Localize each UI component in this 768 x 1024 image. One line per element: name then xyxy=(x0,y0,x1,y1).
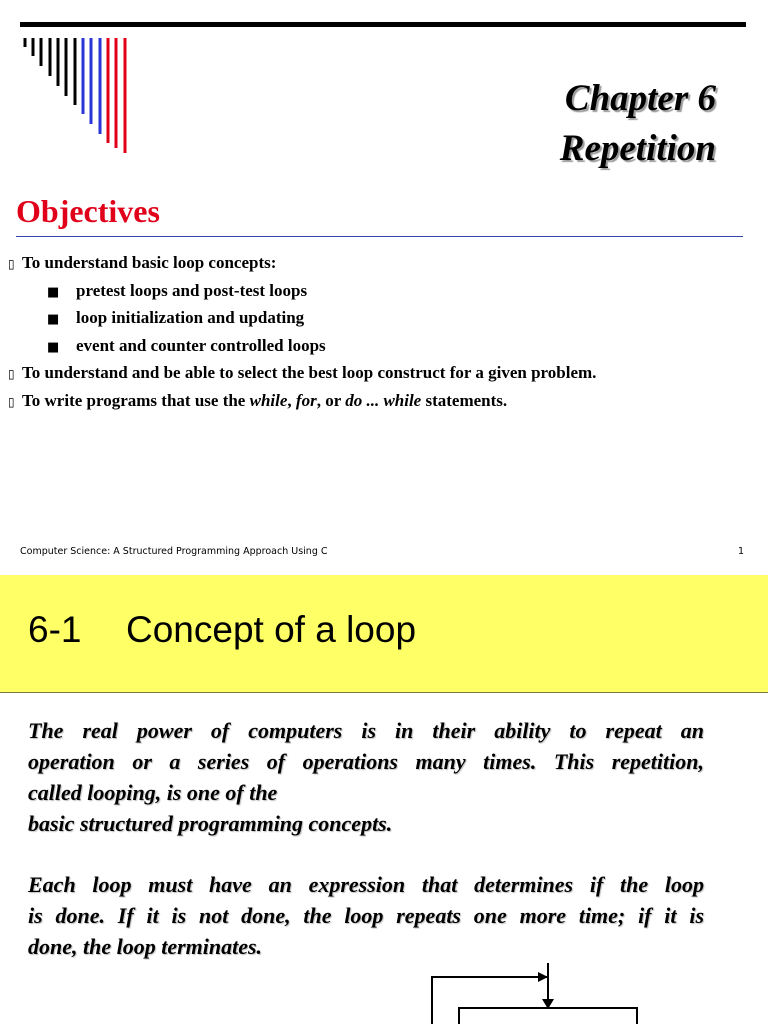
objectives-heading: Objectives xyxy=(16,193,160,229)
objective-item xyxy=(8,388,758,416)
section-number: 6-1 xyxy=(28,609,82,650)
keyword-do-while: do ... while xyxy=(345,390,422,410)
objective-text: To understand and be able to select the best loop construct for a given problem. xyxy=(22,363,597,382)
separator: , xyxy=(287,390,296,410)
objective-text: statements. xyxy=(421,390,508,410)
sub-objective-item xyxy=(8,333,758,361)
chapter-title xyxy=(560,74,716,174)
objectives-rule xyxy=(16,236,743,237)
paragraph-line: The real power of computers is in their ability to repeat an xyxy=(28,718,704,743)
objective-item xyxy=(8,360,758,388)
objectives-list xyxy=(8,250,758,415)
flow-process-box xyxy=(459,1008,637,1024)
objective-text: To write programs that use the xyxy=(22,390,250,410)
loop-flowchart xyxy=(0,575,768,1024)
flow-arrow-icon xyxy=(538,972,548,982)
chapter-title-line: Chapter 6 xyxy=(564,78,716,119)
sub-objective-text: event and counter controlled loops xyxy=(76,335,326,355)
keyword-while: while xyxy=(249,390,288,410)
keyword-for: for xyxy=(295,390,317,410)
flow-return-line xyxy=(432,977,548,1024)
paragraph-line: done, the loop terminates. xyxy=(28,934,263,959)
footer-page-number: 1 xyxy=(737,546,744,557)
chapter-subtitle-line: Repetition xyxy=(559,128,716,169)
separator: , or xyxy=(316,390,346,410)
objective-item xyxy=(8,250,758,278)
sub-objective-text: loop initialization and updating xyxy=(76,308,305,327)
slide-2 xyxy=(0,575,768,1024)
paragraph-line: operation or a series of operations many times. This repetition, xyxy=(28,749,704,774)
paragraph-line: is done. If it is not done, the loop repeats one more time; if it is xyxy=(28,903,704,928)
decorative-bars-icon xyxy=(0,0,140,160)
sub-objective-item xyxy=(8,305,758,333)
square-bullet-icon: ■ xyxy=(47,312,60,327)
sub-objective-item xyxy=(8,278,758,306)
paragraph-line: basic structured programming concepts. xyxy=(28,811,393,836)
footer-book-title: Computer Science: A Structured Programming Approach Using C xyxy=(20,546,328,557)
bullet-icon: ▯ xyxy=(8,394,15,409)
objective-text: To understand basic loop concepts: xyxy=(22,253,277,272)
paragraph-line: called looping, is one of the xyxy=(28,780,278,805)
bullet-icon: ▯ xyxy=(8,367,15,381)
bullet-icon: ▯ xyxy=(8,257,15,271)
paragraph-line: Each loop must have an expression that determines if the loop xyxy=(28,872,704,897)
square-bullet-icon: ■ xyxy=(47,339,60,355)
section-title-text: Concept of a loop xyxy=(126,609,417,650)
sub-objective-text: pretest loops and post-test loops xyxy=(76,280,308,300)
square-bullet-icon: ■ xyxy=(47,284,60,300)
